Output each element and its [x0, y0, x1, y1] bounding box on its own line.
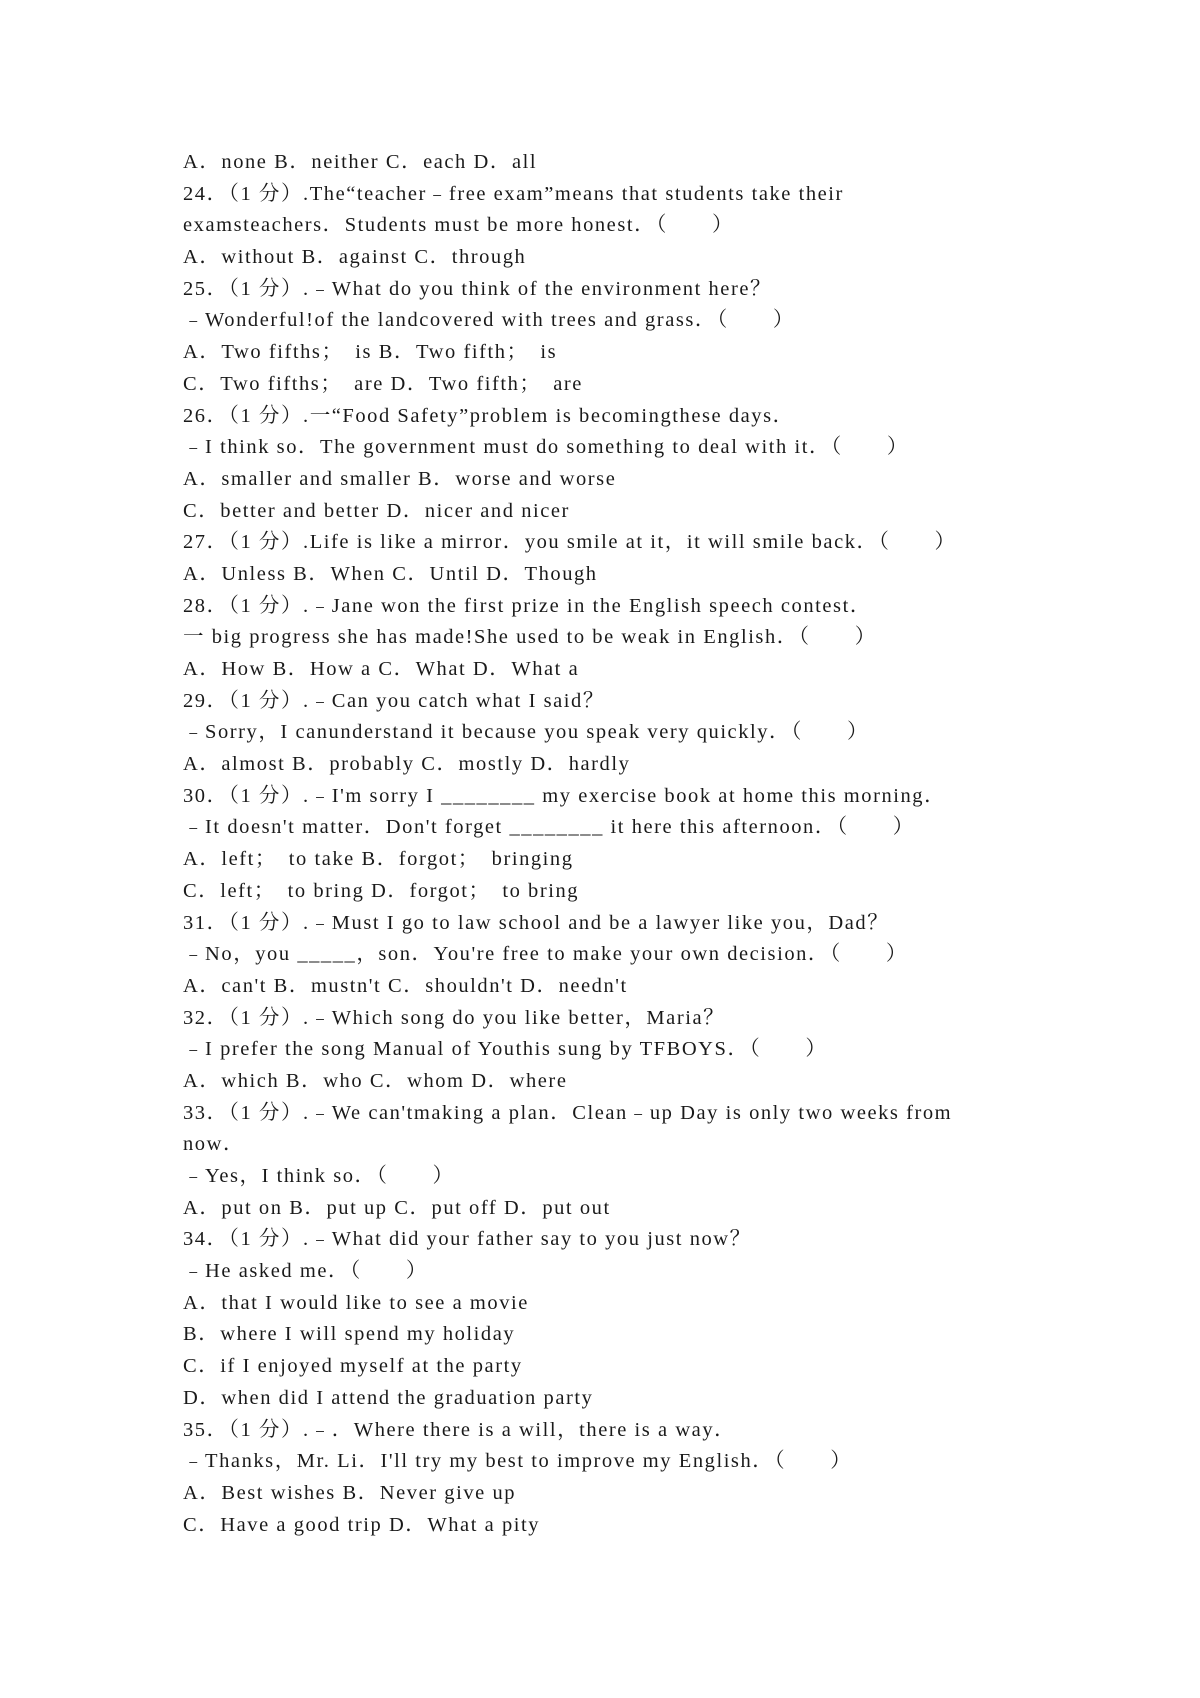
- text-line: A．left； to take B．forgot； bringing: [183, 848, 574, 871]
- text-line: A．can't B．mustn't C．shouldn't D．needn't: [183, 974, 628, 997]
- text-line: A．put on B．put up C．put off D．put out: [183, 1196, 611, 1219]
- text-line: ﹣I prefer the song Manual of Youthis sung by TFBOYS．（ ）: [183, 1038, 828, 1061]
- text-line: examsteachers．Students must be more honest．（ ）: [183, 214, 735, 237]
- text-line: 33．（1 分）.﹣We can'tmaking a plan．Clean﹣up Day is only two weeks from: [183, 1101, 953, 1124]
- text-line: C．if I enjoyed myself at the party: [183, 1355, 523, 1378]
- text-line: 24．（1 分）.The“teacher﹣free exam”means that students take their: [183, 182, 844, 205]
- text-line: ﹣Thanks，Mr. Li．I'll try my best to improve my English．（ ）: [183, 1450, 853, 1473]
- text-line: 27．（1 分）.Life is like a mirror．you smile at it，it will smile back．（ ）: [183, 531, 957, 554]
- text-line: A．Two fifths； is B．Two fifth； is: [183, 341, 558, 364]
- text-line: 31．（1 分）.﹣Must I go to law school and be a lawyer like you，Dad？: [183, 911, 890, 934]
- text-line: A．smaller and smaller B．worse and worse: [183, 467, 617, 490]
- text-line: A．that I would like to see a movie: [183, 1291, 529, 1314]
- text-line: A．Best wishes B．Never give up: [183, 1481, 517, 1504]
- text-line: C．Have a good trip D．What a pity: [183, 1513, 541, 1536]
- text-line: A．How B．How a C．What D．What a: [183, 658, 580, 680]
- text-line: A．Unless B．When C．Until D．Though: [183, 562, 598, 585]
- text-line: ﹣No，you _____，son．You're free to make your own decision．（ ）: [183, 943, 908, 966]
- text-line: D．when did I attend the graduation party: [183, 1386, 594, 1409]
- text-line: 34．（1 分）.﹣What did your father say to you just now？: [183, 1228, 752, 1251]
- text-line: 25．（1 分）.﹣What do you think of the environment here？: [183, 277, 773, 300]
- text-line: B．where I will spend my holiday: [183, 1323, 516, 1346]
- text-line: ﹣Yes，I think so．（ ）: [183, 1165, 455, 1187]
- text-line: 30．（1 分）.﹣I'm sorry I ________ my exercise book at home this morning．: [183, 784, 947, 807]
- text-line: C．better and better D．nicer and nicer: [183, 499, 570, 522]
- text-line: A．almost B．probably C．mostly D．hardly: [183, 753, 631, 776]
- text-line: 26．（1 分）.一“Food Safety”problem is becomingthese days．: [183, 404, 795, 427]
- text-line: now．: [183, 1133, 246, 1156]
- text-line: 29．（1 分）.﹣Can you catch what I said？: [183, 689, 605, 712]
- text-line: ﹣It doesn't matter．Don't forget ________ it here this afternoon．（ ）: [183, 816, 915, 839]
- text-line: ﹣He asked me．（ ）: [183, 1260, 428, 1283]
- text-line: ﹣I think so．The government must do something to deal with it．（ ）: [183, 436, 909, 459]
- text-line: C．Two fifths； are D．Two fifth； are: [183, 372, 583, 395]
- text-line: A．none B．neither C．each D．all: [183, 151, 538, 173]
- text-line: ﹣Sorry，I canunderstand it because you speak very quickly．（ ）: [183, 721, 870, 744]
- exam-page: [183, 147, 1043, 1541]
- text-line: C．left； to bring D．forgot； to bring: [183, 879, 580, 902]
- text-line: 35．（1 分）.﹣．Where there is a will，there is a way．: [183, 1418, 737, 1441]
- text-line: 28．（1 分）.﹣Jane won the first prize in the English speech contest．: [183, 594, 872, 617]
- text-line: 32．（1 分）.﹣Which song do you like better，Maria？: [183, 1006, 726, 1029]
- text-line: A．without B．against C．through: [183, 246, 527, 269]
- text-line: A．which B．who C．whom D．where: [183, 1069, 568, 1092]
- text-line: 一 big progress she has made!She used to be weak in English．（ ）: [183, 626, 877, 649]
- text-line: ﹣Wonderful!of the landcovered with trees and grass．（ ）: [183, 309, 795, 332]
